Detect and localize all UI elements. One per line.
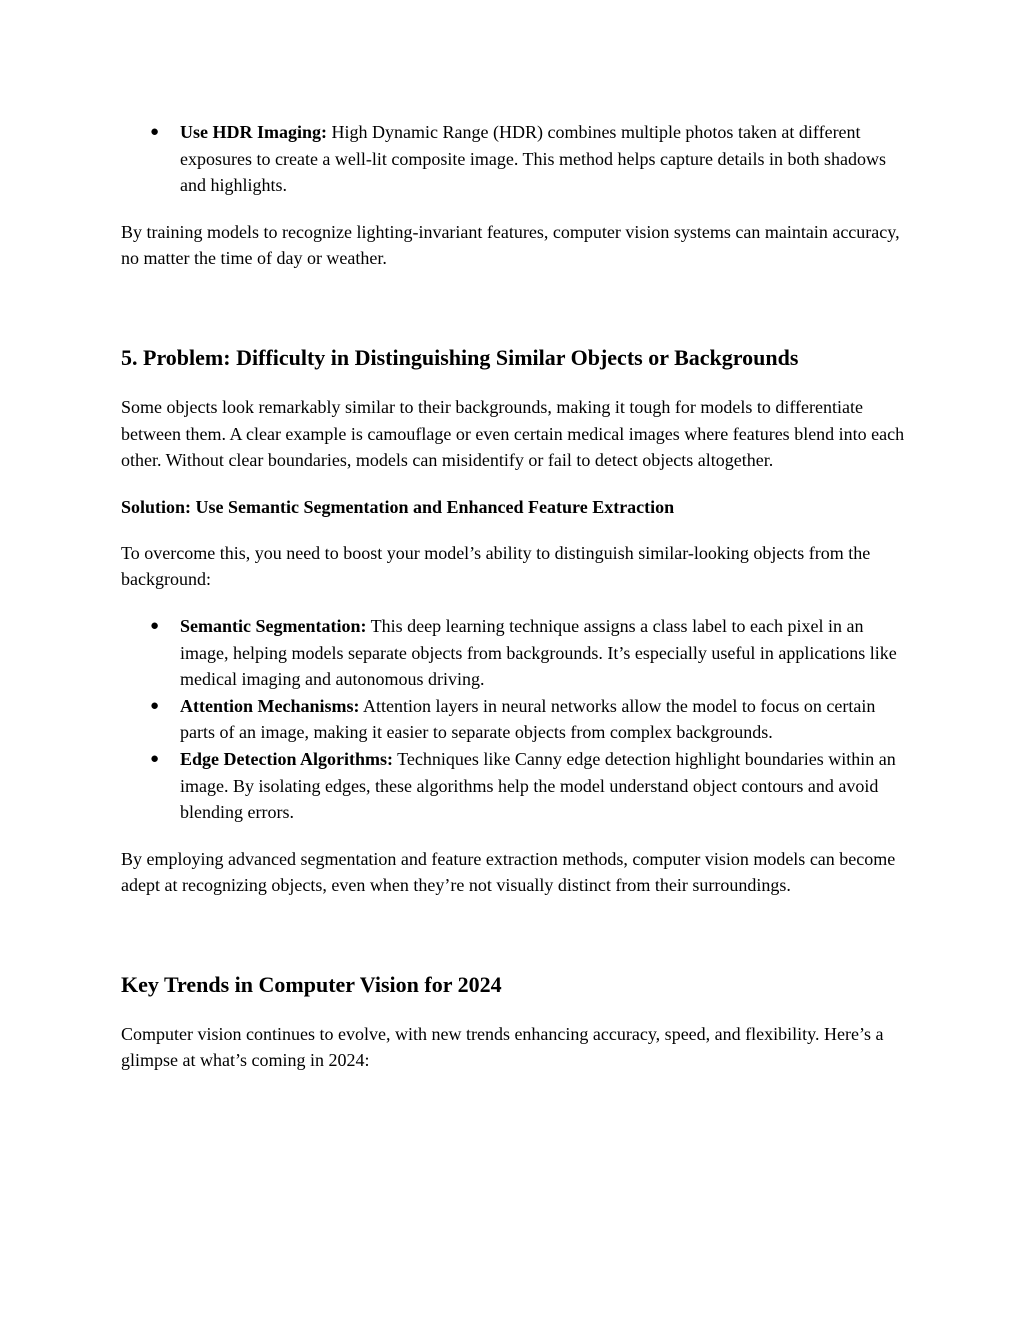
bullet-text: This deep learning technique assigns a class label to each pixel in an image, helping models separate objects from backgrounds. It’s especially useful in applications like medical imaging and autonomous driving.: [180, 615, 897, 690]
section-5-closing-paragraph: By employing advanced segmentation and feature extraction methods, computer vision models can become adept at recognizing objects, even when they’re not visually distinct from their surroundings.: [121, 848, 896, 896]
solution-intro-paragraph: To overcome this, you need to boost your model’s ability to distinguish similar-looking objects from the background:: [121, 542, 871, 590]
bullet-term: Edge Detection Algorithms:: [180, 748, 393, 769]
trends-heading: Key Trends in Computer Vision for 2024: [121, 971, 502, 997]
bullet-text: High Dynamic Range (HDR) combines multiple photos taken at different exposures to create a well-lit composite image. This method helps capture details in both shadows and highlights.: [180, 122, 886, 196]
bullet-text: Techniques like Canny edge detection highlight boundaries within an image. By isolating edges, these algorithms help the model understand object contours and avoid blending errors.: [180, 748, 896, 823]
section-5-heading: 5. Problem: Difficulty in Distinguishing Similar Objects or Backgrounds: [121, 344, 799, 370]
bullet-icon: ●: [150, 124, 160, 140]
bullet-icon: ●: [150, 697, 160, 714]
bullet-icon: ●: [150, 750, 160, 767]
hdr-bullet-list: [121, 119, 911, 199]
bullet-text: Attention layers in neural networks allow the model to focus on certain parts of an image, making it easier to separate objects from complex backgrounds.: [180, 695, 876, 743]
bullet-term: Semantic Segmentation:: [180, 615, 367, 636]
solution-heading: Solution: Use Semantic Segmentation and Enhanced Feature Extraction: [121, 496, 675, 517]
trends-intro-paragraph: Computer vision continues to evolve, with new trends enhancing accuracy, speed, and flexibility. Here’s a glimpse at what’s coming in 2024:: [121, 1023, 884, 1071]
section-5-intro-paragraph: Some objects look remarkably similar to their backgrounds, making it tough for models to differentiate between them. A clear example is camouflage or even certain medical images where features blend into each other. Without clear boundaries, models can misidentify or fail to detect objects altogether.: [121, 396, 905, 471]
list-item-attention-mechanisms: [121, 693, 911, 746]
solution-bullet-list: [121, 613, 911, 826]
document-page: [121, 119, 911, 1074]
bullet-term: Use HDR Imaging:: [180, 122, 327, 142]
list-item-semantic-segmentation: [121, 613, 911, 693]
list-item-edge-detection: [121, 746, 911, 826]
lighting-closing-paragraph: By training models to recognize lighting-invariant features, computer vision systems can maintain accuracy, no matter the time of day or weather.: [121, 221, 900, 269]
bullet-icon: ●: [150, 617, 160, 634]
list-item-hdr-imaging: [121, 119, 911, 199]
bullet-term: Attention Mechanisms:: [180, 695, 360, 716]
